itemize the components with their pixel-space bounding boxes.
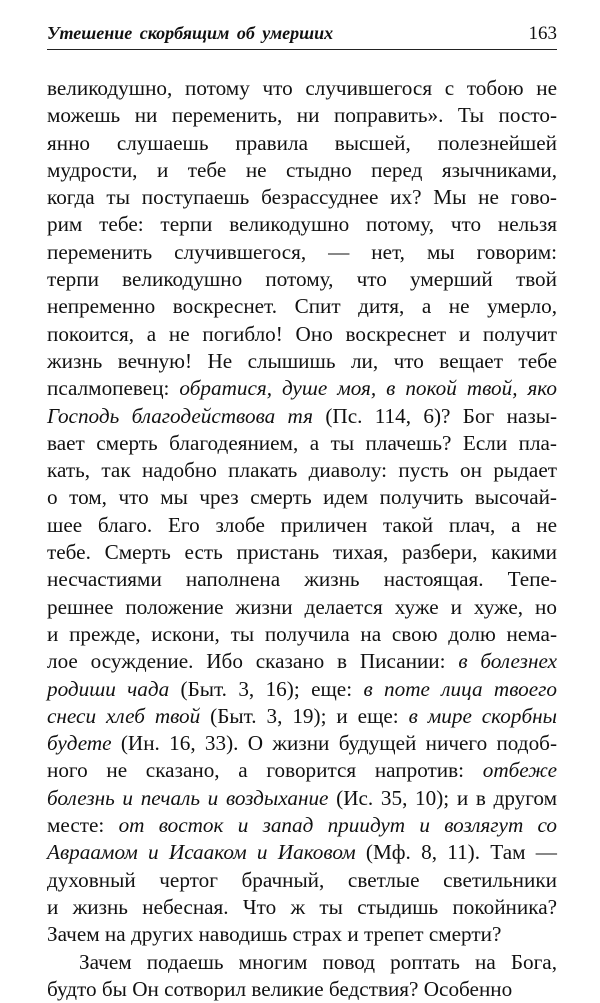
text-line: [47, 375, 557, 402]
text-run: непременно воскреснет. Спит дитя, а не умерло,: [47, 294, 557, 319]
text-line: [47, 867, 557, 894]
running-head: [47, 23, 557, 50]
text-run: будто бы Он сотворил великие бедствия? Особенно: [47, 976, 513, 1001]
scripture-quote: в поте лица твоего: [363, 676, 557, 701]
text-line: [47, 157, 557, 184]
text-line: [47, 566, 557, 593]
text-line: [47, 648, 557, 675]
text-line: [47, 730, 557, 757]
text-line: [47, 211, 557, 238]
text-run: тебе. Смерть есть пристань тихая, разбери, какими: [47, 540, 557, 565]
running-head-title: Утешение скорбящим об умерших: [47, 23, 334, 43]
text-line: [47, 75, 557, 102]
text-line: [47, 921, 557, 948]
text-run: решнее положение жизни делается хуже и хуже, но: [47, 594, 557, 619]
text-line: [47, 703, 557, 730]
text-line: [47, 894, 557, 921]
text-run: когда ты поступаешь безрассуднее их? Мы не гово-: [47, 185, 557, 210]
text-line: [47, 512, 557, 539]
text-run: (Ис. 35, 10); и в другом: [328, 785, 557, 810]
text-line: [47, 430, 557, 457]
text-line: [47, 239, 557, 266]
text-line: [47, 976, 557, 1003]
text-run: (Быт. 3, 19); и еще:: [200, 703, 409, 728]
scripture-quote: в болезнех: [458, 649, 557, 674]
text-run: несчастиями наполнена жизнь настоящая. Тепе-: [47, 567, 557, 592]
text-run: кать, так надобно плакать диаволу: пусть он рыдает: [47, 458, 557, 483]
scripture-quote: в мире скорбны: [408, 703, 557, 728]
text-run: (Пс. 114, 6)? Бог назы-: [312, 403, 558, 428]
text-line: [47, 321, 557, 348]
text-line: [47, 484, 557, 511]
scripture-quote: снеси хлеб твой: [47, 703, 201, 728]
scripture-quote: обратися, душе моя, в покой твой, яко: [179, 376, 558, 401]
text-run: духовный чертог брачный, светлые светильники: [47, 867, 557, 892]
page-number: 163: [528, 23, 557, 44]
text-run: шее благо. Его злобе приличен такой плач, а не: [47, 512, 557, 537]
text-run: янно слушаешь правила высшей, полезнейшей: [47, 130, 557, 155]
text-run: жизнь вечную! Не слышишь ли, что вещает тебе: [47, 348, 557, 373]
scripture-quote: отбеже: [482, 758, 557, 783]
scripture-quote: будете: [47, 731, 112, 756]
body-text: [47, 75, 557, 1003]
text-run: о том, что мы чрез смерть идем получить высочай-: [47, 485, 557, 510]
text-run: ного не сказано, а говорится напротив:: [47, 758, 483, 783]
text-run: рим тебе: терпи великодушно потому, что нельзя: [47, 212, 557, 237]
text-line: [47, 621, 557, 648]
text-line: [47, 839, 557, 866]
text-line: [47, 403, 557, 430]
scripture-quote: Авраамом и Исааком и Иаковом: [47, 840, 356, 865]
text-line: [47, 757, 557, 784]
text-line: [47, 539, 557, 566]
text-run: и жизнь небесная. Что ж ты стыдишь покойника?: [47, 894, 557, 919]
scripture-quote: болезнь и печаль и воздыхание: [47, 785, 329, 810]
text-line: [47, 457, 557, 484]
scripture-quote: родиши чада: [47, 676, 170, 701]
text-run: покоится, а не погибло! Оно воскреснет и получит: [47, 321, 557, 346]
text-run: можешь ни переменить, ни поправить». Ты посто-: [47, 103, 557, 128]
scripture-quote: Господь благодействова тя: [47, 403, 313, 428]
text-run: и прежде, искони, ты получила на свою долю нема-: [47, 621, 557, 646]
text-run: переменить случившегося, — нет, мы говорим:: [47, 239, 557, 264]
text-run: месте:: [47, 813, 119, 838]
text-run: Зачем подаешь многим повод роптать на Бога,: [79, 949, 557, 974]
text-line: [47, 102, 557, 129]
text-line: [47, 785, 557, 812]
text-line: [47, 266, 557, 293]
text-run: Зачем на других наводишь страх и трепет смерти?: [47, 922, 502, 947]
text-run: (Ин. 16, 33). О жизни будущей ничего подоб-: [111, 731, 557, 756]
text-run: (Быт. 3, 16); еще:: [169, 676, 364, 701]
text-run: великодушно, потому что случившегося с тобою не: [47, 76, 557, 100]
text-line: [47, 293, 557, 320]
text-line: [47, 594, 557, 621]
text-run: мудрости, и тебе не стыдно перед язычниками,: [47, 157, 557, 182]
text-line: [47, 949, 557, 976]
text-line: [47, 676, 557, 703]
text-line: [47, 348, 557, 375]
text-line: [47, 812, 557, 839]
text-run: псалмопевец:: [47, 376, 180, 401]
text-line: [47, 130, 557, 157]
text-run: лое осуждение. Ибо сказано в Писании:: [47, 649, 459, 674]
text-line: [47, 184, 557, 211]
scripture-quote: от восток и запад приидут и возлягут со: [118, 813, 557, 838]
text-run: (Мф. 8, 11). Там —: [355, 840, 557, 865]
text-run: вает смерть благодеянием, а ты плачешь? Если пла-: [47, 430, 557, 455]
text-run: терпи великодушно потому, что умерший твой: [47, 267, 557, 292]
